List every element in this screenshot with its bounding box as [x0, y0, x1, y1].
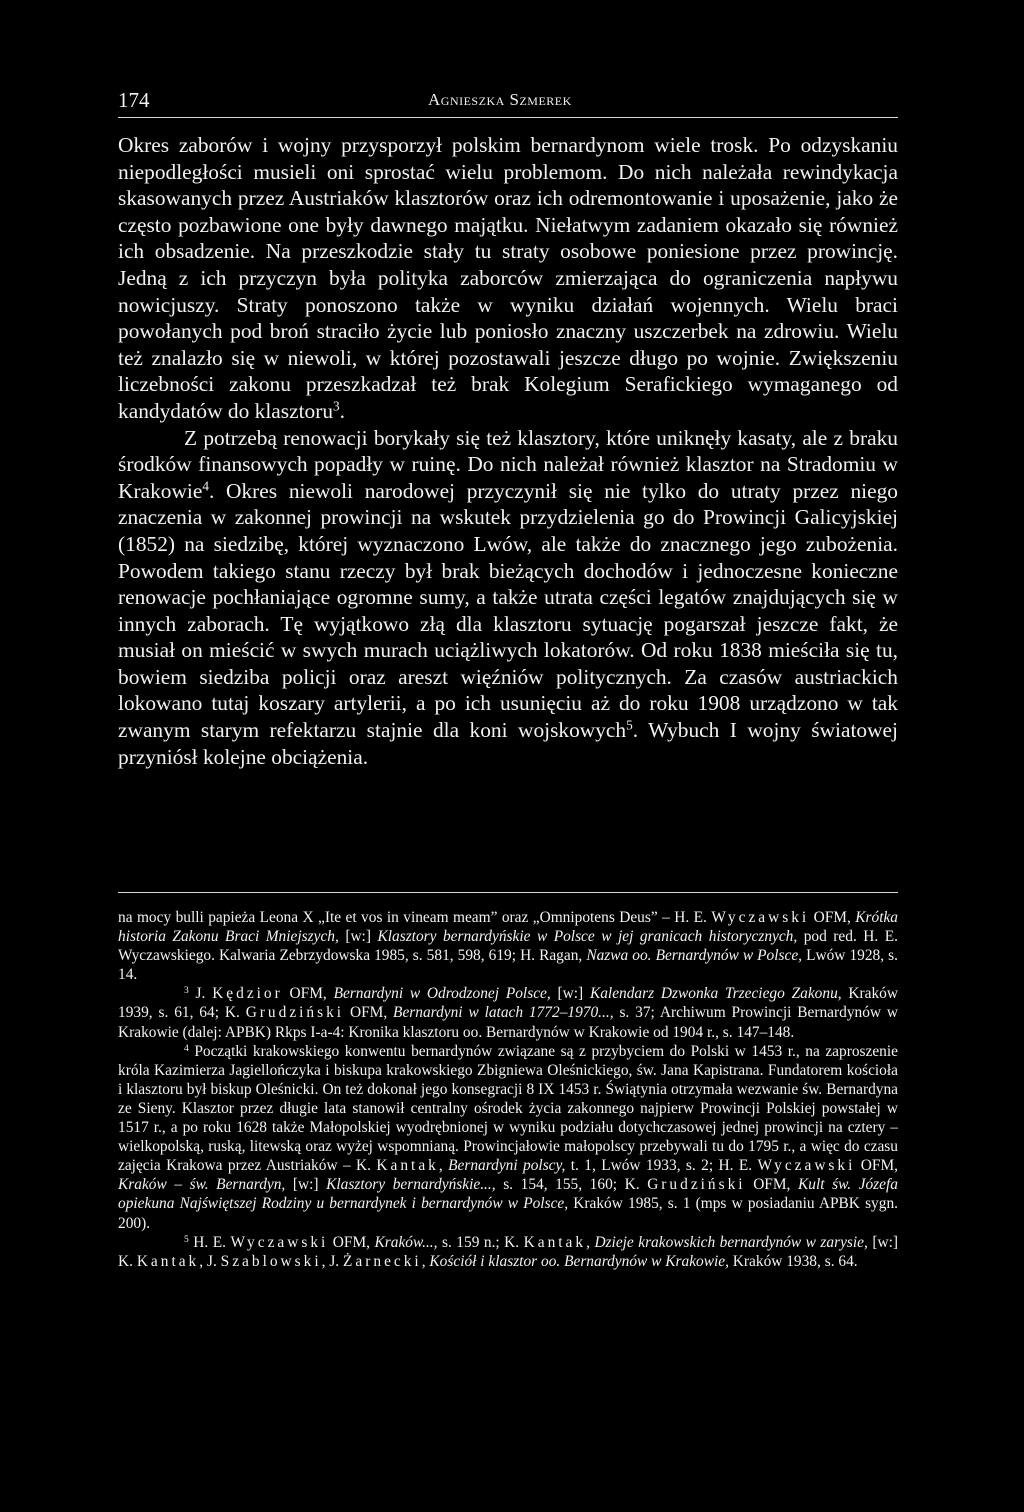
- footnote-number: 5: [184, 1233, 189, 1245]
- running-head-author: Agnieszka Szmerek: [428, 90, 572, 109]
- author-name: Kantak: [523, 1233, 587, 1251]
- footnote-4: [118, 1042, 898, 1233]
- footnote-text: Kraków 1985, s. 1 (mps w posiadaniu APBK sygn. 200).: [118, 1195, 898, 1232]
- author-name: Wyczawski: [230, 1233, 329, 1251]
- footnote-text: pod red. H. E. Wyczawskiego. Kalwaria Zebrzydowska 1985, s. 581, 598, 619; H. Ragan,: [118, 928, 899, 965]
- work-title: Krótka historia Zakonu Braci Mniejszych,: [118, 909, 899, 946]
- footnote-text: [w:]: [550, 985, 590, 1003]
- page-number: 174: [118, 88, 150, 112]
- footnote-text: ,: [586, 1233, 595, 1251]
- work-title: Klasztory bernardyńskie w Polsce w jej granicach historycznych,: [377, 928, 798, 946]
- footnote-rule: [118, 892, 898, 893]
- footnote-text: Kraków 1938, s. 64.: [728, 1252, 858, 1270]
- main-text: [118, 132, 898, 770]
- footnote-text: s. 154, 155, 160; K.: [495, 1176, 648, 1194]
- footnote-text: Lwów 1928, s. 14.: [118, 947, 898, 984]
- author-name: Kantak: [376, 1157, 439, 1175]
- footnote-text: [w:]: [338, 928, 378, 946]
- work-title: Bernardyni w latach 1772–1970...,: [393, 1004, 614, 1022]
- footnote-text: , J.: [199, 1252, 221, 1270]
- footnote-text: Kraków 1939, s. 61, 64; K.: [118, 985, 898, 1022]
- paragraph-text: . Okres niewoli narodowej przyczynił się nie tylko do utraty przez niego znaczenia w zakonnej prowincji na wskutek przydzielenia go do Prowincji Galicyjskiej (1852) na siedzibę, której wyznaczono Lwów, ale także do znacznego jego zubożenia. Powodem takiego stanu rzeczy był brak bieżących dochodów i jednoczesne konieczne renowacje pochłaniające ogromne sumy, a także utrata części legatów znajdujących się w innych zaborach. Tę wyjątkowo złą dla klasztoru sytuację pogarszał jeszcze fakt, że musiał on mieścić w swych murach uciążliwych lokatorów. Od roku 1838 mieściła się tu, bowiem siedziba policji oraz areszt więźniów politycznych. Za czasów austriackich lokowano tutaj koszary artylerii, a po ich usunięciu aż do roku 1908 urządzono w tak zwanym starym refektarzu stajnie dla koni wojskowych: [118, 478, 898, 743]
- running-header: [118, 88, 898, 118]
- footnote-text: Początki krakowskiego konwentu bernardynów związane są z przybyciem do Polski w 1453 r., na zaproszenie króla Kazimierza Jagiellończyka i biskupa krakowskiego Zbigniewa Oleśnickiego, św. Jana Kapistrana. Fundatorem kościoła i klasztoru był biskup Oleśnicki. On też dokonał jego konsegracji 8 IX 1453 r. Świątynia otrzymała wezwanie św. Bernardyna ze Sieny. Klasztor przez długie lata stanowił centralny ośrodek życia zakonnego najpierw Prowincji Polskiej powstałej w 1517 r., a po roku 1628 także Małopolskiej wyodrębnionej w wyniku podziału dotychczasowej jednej prowincji na cztery – wielkopolską, ruską, litewską oraz wyżej wspomnianą. Prowincjałowie małopolscy przebywali tu do 1795 r., a więc do czasu zajęcia Krakowa przez Austriaków – K.: [118, 1042, 898, 1175]
- author-name: Szablowski: [220, 1252, 322, 1270]
- footnote-text: OFM,: [745, 1176, 798, 1194]
- footnote-text: [w:] K.: [118, 1233, 898, 1270]
- work-title: Dzieje krakowskich bernardynów w zarysie,: [594, 1233, 868, 1251]
- footnote-text: , J.: [321, 1252, 344, 1270]
- footnote-text: [w:]: [285, 1176, 327, 1194]
- footnote-text: H. E.: [188, 1233, 231, 1251]
- work-title: Nazwa oo. Bernardynów w Polsce,: [586, 947, 803, 965]
- work-title: Kraków...,: [374, 1233, 438, 1251]
- work-title: Kult św. Józefa opiekuna Najświętszej Rodziny u bernardynek i bernardynów w Polsce,: [118, 1176, 898, 1213]
- work-title: Kościół i klasztor oo. Bernardynów w Krakowie,: [429, 1252, 729, 1270]
- footnote-text: ,: [438, 1157, 449, 1175]
- footnote-text: OFM,: [855, 1157, 899, 1175]
- footnote-text: s. 159 n.; K.: [437, 1233, 524, 1251]
- work-title: Kalendarz Dzwonka Trzeciego Zakonu,: [589, 985, 842, 1003]
- footnote-text: s. 37; Archiwum Prowincji Bernardynów w Krakowie (dalej: APBK) Rkps I-a-4: Kronika klasztoru oo. Bernardynów w Krakowie od 1904 r., s. 147–148.: [118, 1004, 899, 1041]
- paragraph: [118, 425, 898, 771]
- footnote-ref: 4: [202, 478, 209, 494]
- footnotes: [118, 908, 898, 1271]
- footnote-number: 3: [184, 985, 189, 997]
- footnote-text: J.: [188, 985, 213, 1003]
- author-name: Grudziński: [647, 1176, 746, 1194]
- work-title: Kraków – św. Bernardyn,: [118, 1176, 286, 1194]
- author-name: Wyczawski: [711, 909, 810, 926]
- footnote-text: ,: [421, 1252, 430, 1270]
- paragraph-text: Okres zaborów i wojny przysporzył polskim bernardynom wiele trosk. Po odzyskaniu niepodległości musieli oni sprostać wielu problemom. Do nich należała rewindykacja skasowanych przez Austriaków klasztorów oraz ich odremontowanie i uposażenie, jako że często pozbawione one były dawnego majątku. Niełatwym zadaniem okazało się również ich obsadzenie. Na przeszkodzie stały tu straty osobowe poniesione przez prowincję. Jedną z ich przyczyn była polityka zaborców zmierzająca do ograniczenia napływu nowicjuszy. Straty ponoszono także w wyniku działań wojennych. Wielu braci powołanych pod broń straciło życie lub poniosło znaczny uszczerbek na zdrowiu. Wielu też znalazło się w niewoli, w której pozostawali jeszcze długo po wojnie. Zwiększeniu liczebności zakonu przeszkadzał też brak Kolegium Serafickiego wymaganego od kandydatów do klasztoru: [118, 133, 898, 423]
- footnote-text: na mocy bulli papieża Leona X „Ite et vos in vineam meam” oraz „Omnipotens Deus” – H. E.: [118, 909, 712, 926]
- author-name: Żarnecki: [343, 1252, 422, 1270]
- author-name: Kantak: [136, 1252, 200, 1270]
- work-title: Klasztory bernardyńskie...,: [326, 1176, 496, 1194]
- work-title: Bernardyni w Odrodzonej Polsce,: [333, 985, 551, 1003]
- footnote-ref: 3: [333, 398, 340, 414]
- paragraph-text: .: [339, 398, 346, 423]
- footnote-text: t. 1, Lwów 1933, s. 2; H. E.: [565, 1157, 758, 1175]
- footnote-text: OFM,: [282, 985, 334, 1003]
- header-rule: [118, 117, 898, 118]
- paragraph-text: Z potrzebą renowacji borykały się też klasztory, które uniknęły kasaty, ale z braku środków finansowych popadły w ruinę. Do nich należał również klasztor na Stradomiu w Krakowie: [118, 425, 898, 503]
- footnote-text: OFM,: [344, 1004, 394, 1022]
- footnote-text: OFM,: [328, 1233, 375, 1251]
- author-name: Kędzior: [212, 985, 283, 1003]
- footnote-ref: 5: [626, 717, 633, 733]
- footnote-continued: [118, 908, 898, 984]
- footnote-number: 4: [184, 1042, 189, 1054]
- work-title: Bernardyni polscy,: [448, 1157, 566, 1175]
- author-name: Grudziński: [245, 1004, 345, 1022]
- footnote-5: [118, 1233, 898, 1271]
- author-name: Wyczawski: [757, 1157, 856, 1175]
- paragraph-text: . Wybuch I wojny światowej przyniósł kolejne obciążenia.: [118, 718, 898, 769]
- paragraph: [118, 132, 898, 425]
- footnote-text: OFM,: [809, 909, 856, 926]
- footnote-3: [118, 984, 898, 1041]
